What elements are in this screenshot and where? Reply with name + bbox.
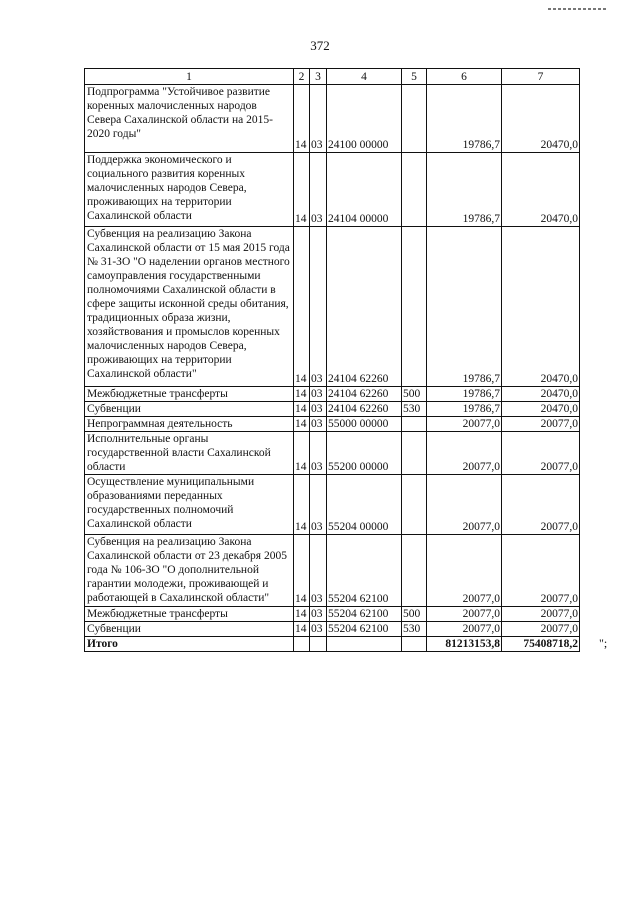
subsection-code: 03 bbox=[310, 432, 327, 475]
amount-column-6: 20077,0 bbox=[427, 475, 502, 535]
section-code: 14 bbox=[294, 607, 310, 622]
target-article-code: 55204 62100 bbox=[327, 535, 402, 607]
total-value-7: 75408718,2 bbox=[502, 637, 580, 652]
target-article-code: 24104 00000 bbox=[327, 153, 402, 227]
column-header: 2 bbox=[294, 69, 310, 85]
section-code: 14 bbox=[294, 432, 310, 475]
target-article-code: 24104 62260 bbox=[327, 402, 402, 417]
target-article-code: 55204 62100 bbox=[327, 607, 402, 622]
table-cell bbox=[310, 637, 327, 652]
column-header: 4 bbox=[327, 69, 402, 85]
subsection-code: 03 bbox=[310, 607, 327, 622]
header-row bbox=[85, 69, 580, 85]
subsection-code: 03 bbox=[310, 475, 327, 535]
table-cell bbox=[402, 637, 427, 652]
section-code: 14 bbox=[294, 153, 310, 227]
target-article-code: 55204 62100 bbox=[327, 622, 402, 637]
table-row bbox=[85, 432, 580, 475]
section-code: 14 bbox=[294, 227, 310, 387]
section-code: 14 bbox=[294, 387, 310, 402]
amount-column-7: 20470,0 bbox=[502, 227, 580, 387]
amount-column-7: 20470,0 bbox=[502, 387, 580, 402]
amount-column-7: 20470,0 bbox=[502, 85, 580, 153]
row-name: Исполнительные органы государственной власти Сахалинской области bbox=[85, 432, 294, 475]
table-row bbox=[85, 85, 580, 153]
amount-column-6: 19786,7 bbox=[427, 85, 502, 153]
amount-column-7: 20077,0 bbox=[502, 475, 580, 535]
amount-column-7: 20077,0 bbox=[502, 417, 580, 432]
subsection-code: 03 bbox=[310, 402, 327, 417]
table-row bbox=[85, 535, 580, 607]
subsection-code: 03 bbox=[310, 417, 327, 432]
amount-column-6: 19786,7 bbox=[427, 402, 502, 417]
amount-column-6: 20077,0 bbox=[427, 432, 502, 475]
closing-quote: "; bbox=[599, 636, 608, 650]
expense-type-code bbox=[402, 475, 427, 535]
column-header: 3 bbox=[310, 69, 327, 85]
section-code: 14 bbox=[294, 535, 310, 607]
table-row bbox=[85, 387, 580, 402]
expense-type-code: 530 bbox=[402, 402, 427, 417]
amount-column-7: 20470,0 bbox=[502, 153, 580, 227]
row-name: Межбюджетные трансферты bbox=[85, 387, 294, 402]
table-row bbox=[85, 607, 580, 622]
budget-table bbox=[84, 68, 580, 652]
row-name: Непрограммная деятельность bbox=[85, 417, 294, 432]
expense-type-code bbox=[402, 227, 427, 387]
amount-column-7: 20077,0 bbox=[502, 607, 580, 622]
table-row bbox=[85, 475, 580, 535]
row-name: Подпрограмма "Устойчивое развитие коренных малочисленных народов Севера Сахалинской области на 2015-2020 годы" bbox=[85, 85, 294, 153]
amount-column-6: 19786,7 bbox=[427, 153, 502, 227]
amount-column-7: 20077,0 bbox=[502, 432, 580, 475]
amount-column-6: 20077,0 bbox=[427, 622, 502, 637]
table-row bbox=[85, 622, 580, 637]
section-code: 14 bbox=[294, 475, 310, 535]
amount-column-6: 19786,7 bbox=[427, 227, 502, 387]
target-article-code: 55200 00000 bbox=[327, 432, 402, 475]
amount-column-6: 19786,7 bbox=[427, 387, 502, 402]
target-article-code: 24104 62260 bbox=[327, 227, 402, 387]
expense-type-code bbox=[402, 153, 427, 227]
subsection-code: 03 bbox=[310, 227, 327, 387]
row-name: Поддержка экономического и социального развития коренных малочисленных народов Севера, проживающих на территории Сахалинской области bbox=[85, 153, 294, 227]
amount-column-6: 20077,0 bbox=[427, 607, 502, 622]
row-name: Субвенция на реализацию Закона Сахалинской области от 23 декабря 2005 года № 106-ЗО "О дополнительной гарантии молодежи, проживающей и работающей в Сахалинской области" bbox=[85, 535, 294, 607]
amount-column-7: 20077,0 bbox=[502, 535, 580, 607]
amount-column-6: 20077,0 bbox=[427, 535, 502, 607]
section-code: 14 bbox=[294, 85, 310, 153]
row-name: Осуществление муниципальными образованиями переданных государственных полномочий Сахалинской области bbox=[85, 475, 294, 535]
scan-mark bbox=[548, 8, 608, 10]
target-article-code: 24100 00000 bbox=[327, 85, 402, 153]
row-name: Субвенции bbox=[85, 622, 294, 637]
row-name: Субвенция на реализацию Закона Сахалинской области от 15 мая 2015 года № 31-ЗО "О наделении органов местного самоуправления государственными полномочиями Сахалинской области в сфере защиты исконной среды обитания, традиционных образа жизни, хозяйствования и промыслов коренных малочисленных народов Севера, проживающих на территории Сахалинской области" bbox=[85, 227, 294, 387]
expense-type-code bbox=[402, 417, 427, 432]
amount-column-7: 20470,0 bbox=[502, 402, 580, 417]
amount-column-6: 20077,0 bbox=[427, 417, 502, 432]
table-row bbox=[85, 402, 580, 417]
total-label: Итого bbox=[85, 637, 294, 652]
row-name: Субвенции bbox=[85, 402, 294, 417]
subsection-code: 03 bbox=[310, 622, 327, 637]
expense-type-code bbox=[402, 535, 427, 607]
subsection-code: 03 bbox=[310, 85, 327, 153]
column-header: 6 bbox=[427, 69, 502, 85]
table-cell bbox=[294, 637, 310, 652]
total-row bbox=[85, 637, 580, 652]
subsection-code: 03 bbox=[310, 153, 327, 227]
table-row bbox=[85, 153, 580, 227]
expense-type-code: 530 bbox=[402, 622, 427, 637]
table-row bbox=[85, 227, 580, 387]
subsection-code: 03 bbox=[310, 535, 327, 607]
column-header: 1 bbox=[85, 69, 294, 85]
table-row bbox=[85, 417, 580, 432]
expense-type-code bbox=[402, 85, 427, 153]
subsection-code: 03 bbox=[310, 387, 327, 402]
page-number: 372 bbox=[310, 38, 330, 53]
target-article-code: 55000 00000 bbox=[327, 417, 402, 432]
row-name: Межбюджетные трансферты bbox=[85, 607, 294, 622]
expense-type-code bbox=[402, 432, 427, 475]
expense-type-code: 500 bbox=[402, 387, 427, 402]
table-body bbox=[85, 85, 580, 637]
section-code: 14 bbox=[294, 622, 310, 637]
column-header: 5 bbox=[402, 69, 427, 85]
expense-type-code: 500 bbox=[402, 607, 427, 622]
section-code: 14 bbox=[294, 402, 310, 417]
section-code: 14 bbox=[294, 417, 310, 432]
amount-column-7: 20077,0 bbox=[502, 622, 580, 637]
column-header: 7 bbox=[502, 69, 580, 85]
table-cell bbox=[327, 637, 402, 652]
total-value-6: 81213153,8 bbox=[427, 637, 502, 652]
target-article-code: 55204 00000 bbox=[327, 475, 402, 535]
target-article-code: 24104 62260 bbox=[327, 387, 402, 402]
